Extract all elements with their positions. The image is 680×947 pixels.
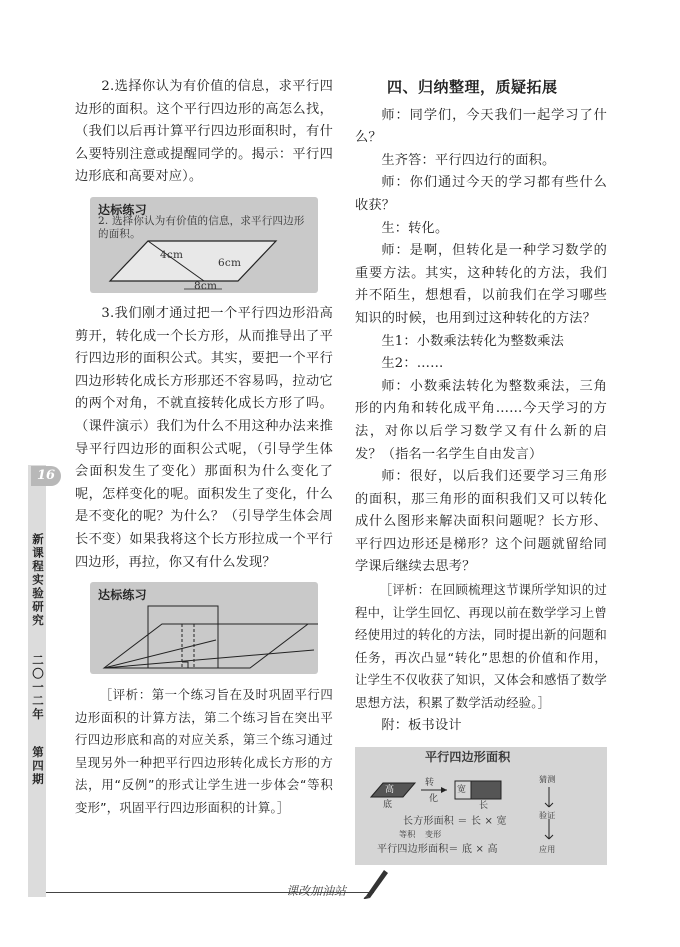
exercise-figure-2 bbox=[90, 582, 318, 674]
footer-column-name: 课改加油站 bbox=[286, 884, 347, 898]
board-bianxing: 变形 bbox=[425, 830, 442, 840]
dialogue-8: 师：小数乘法转化为整数乘法，三角形的内角和转化成平角……今天学习的方法，对你以后学习数学又有什么新的启发？（指名一名学生自由发言） bbox=[355, 378, 607, 462]
exercise-title: 达标练习 bbox=[98, 202, 147, 217]
dialogue-6: 生1：小数乘法转化为整数乘法 bbox=[381, 333, 565, 349]
right-column bbox=[355, 76, 607, 865]
section-heading: 四、归纳整理，质疑拓展 bbox=[387, 78, 558, 96]
board-gao: 高 bbox=[385, 785, 395, 796]
journal-issue: 第四期 bbox=[31, 745, 45, 787]
board-zhuan: 转 bbox=[425, 778, 435, 789]
board-step-apply: 应用 bbox=[539, 845, 556, 855]
board-di: 底 bbox=[383, 800, 393, 811]
commentary-right: ［评析：在回顾梳理这节课所学知识的过程中，让学生回忆、再现以前在数学学习上曾经使用过的转化的方法，同时提出新的问题和任务，再次凸显“转化”思想的价值和作用，让学生不仅收获了知识，又体会和感悟了数学思想方法，积累了数学活动经验。］ bbox=[355, 582, 607, 711]
dialogue-3: 师：你们通过今天的学习都有些什么收获？ bbox=[355, 175, 607, 213]
exercise-question: 2. 选择你认为有价值的信息，求平行四边形的面积。 bbox=[98, 214, 305, 240]
dialogue-7: 生2：…… bbox=[381, 356, 444, 372]
left-column bbox=[75, 76, 333, 820]
commentary-left: ［评析：第一个练习旨在及时巩固平行四边形面积的计算方法，第二个练习旨在突出平行四边形底和高的对应关系，第三个练习通过呈现另外一种把平行四边形转化成长方形的方法，用“反例”的形式让学生进一步体会“等积变形”，巩固平行四边形面积的计算。］ bbox=[75, 687, 333, 816]
board-hua: 化 bbox=[429, 794, 439, 805]
label-base: 8cm bbox=[194, 279, 218, 292]
exercise-figure-1 bbox=[90, 197, 318, 293]
journal-name: 新课程实验研究 bbox=[31, 532, 45, 628]
dialogue-2: 生齐答：平行四边行的面积。 bbox=[381, 152, 556, 168]
board-step-verify: 验证 bbox=[539, 811, 556, 821]
board-formula-2: 平行四边形面积＝ 底 × 高 bbox=[377, 844, 498, 856]
page-number: 16 bbox=[31, 466, 61, 486]
appendix-label: 附：板书设计 bbox=[381, 717, 462, 733]
journal-year: 二〇一二年 bbox=[31, 654, 45, 722]
dialogue-1: 师：同学们，今天我们一起学习了什么？ bbox=[355, 107, 607, 146]
board-kuan: 宽 bbox=[457, 785, 467, 796]
paragraph-3: 3.我们刚才通过把一个平行四边形沿高剪开，转化成一个长方形，从而推导出了平行四边形的面积公式。其实，要把一个平行四边形转化成长方形那还不容易吗，拉动它的两个对角，不就直接转化成长方形了吗。（课件演示）我们为什么不用这种办法来推导平行四边形的面积公式呢，（引导学生体会面积发生了变化）那面积为什么变化了呢，怎样变化的呢。面积发生了变化，什么是不变化的呢？为什么？（引导学生体会周长不变）如果我将这个长方形拉成一个平行四边形，再拉，你又有什么发现？ bbox=[75, 305, 333, 570]
dialogue-4: 生：转化。 bbox=[381, 220, 449, 236]
board-formula-1: 长方形面积 ＝ 长 × 宽 bbox=[403, 816, 507, 828]
label-height: 6cm bbox=[218, 256, 242, 269]
board-chang: 长 bbox=[479, 801, 489, 812]
label-slant: 4cm bbox=[160, 248, 184, 261]
dialogue-9: 师：很好，以后我们还要学习三角形的面积，那三角形的面积我们又可以转化成什么图形来解决面积问题呢？长方形、平行四边形还是梯形？这个问题就留给同学课后继续去思考？ bbox=[355, 469, 607, 575]
board-dengji: 等积 bbox=[399, 830, 416, 840]
board-step-guess: 猜测 bbox=[539, 775, 556, 785]
board-title: 平行四边形面积 bbox=[425, 750, 511, 765]
dialogue-5: 师：是啊，但转化是一种学习数学的重要方法。其实，这种转化的方法，我们并不陌生，想想看，以前我们在学习哪些知识的时候，也用到过这种转化的方法？ bbox=[355, 243, 607, 326]
paragraph-2: 2.选择你认为有价值的信息，求平行四边形的面积。这个平行四边形的高怎么找，（我们以后再计算平行四边形面积时，有什么要特别注意或提醒同学的。揭示：平行四边形底和高要对应）。 bbox=[75, 79, 333, 185]
blackboard-design bbox=[355, 747, 607, 865]
exercise-title-2: 达标练习 bbox=[98, 588, 147, 603]
pen-icon bbox=[362, 866, 392, 900]
